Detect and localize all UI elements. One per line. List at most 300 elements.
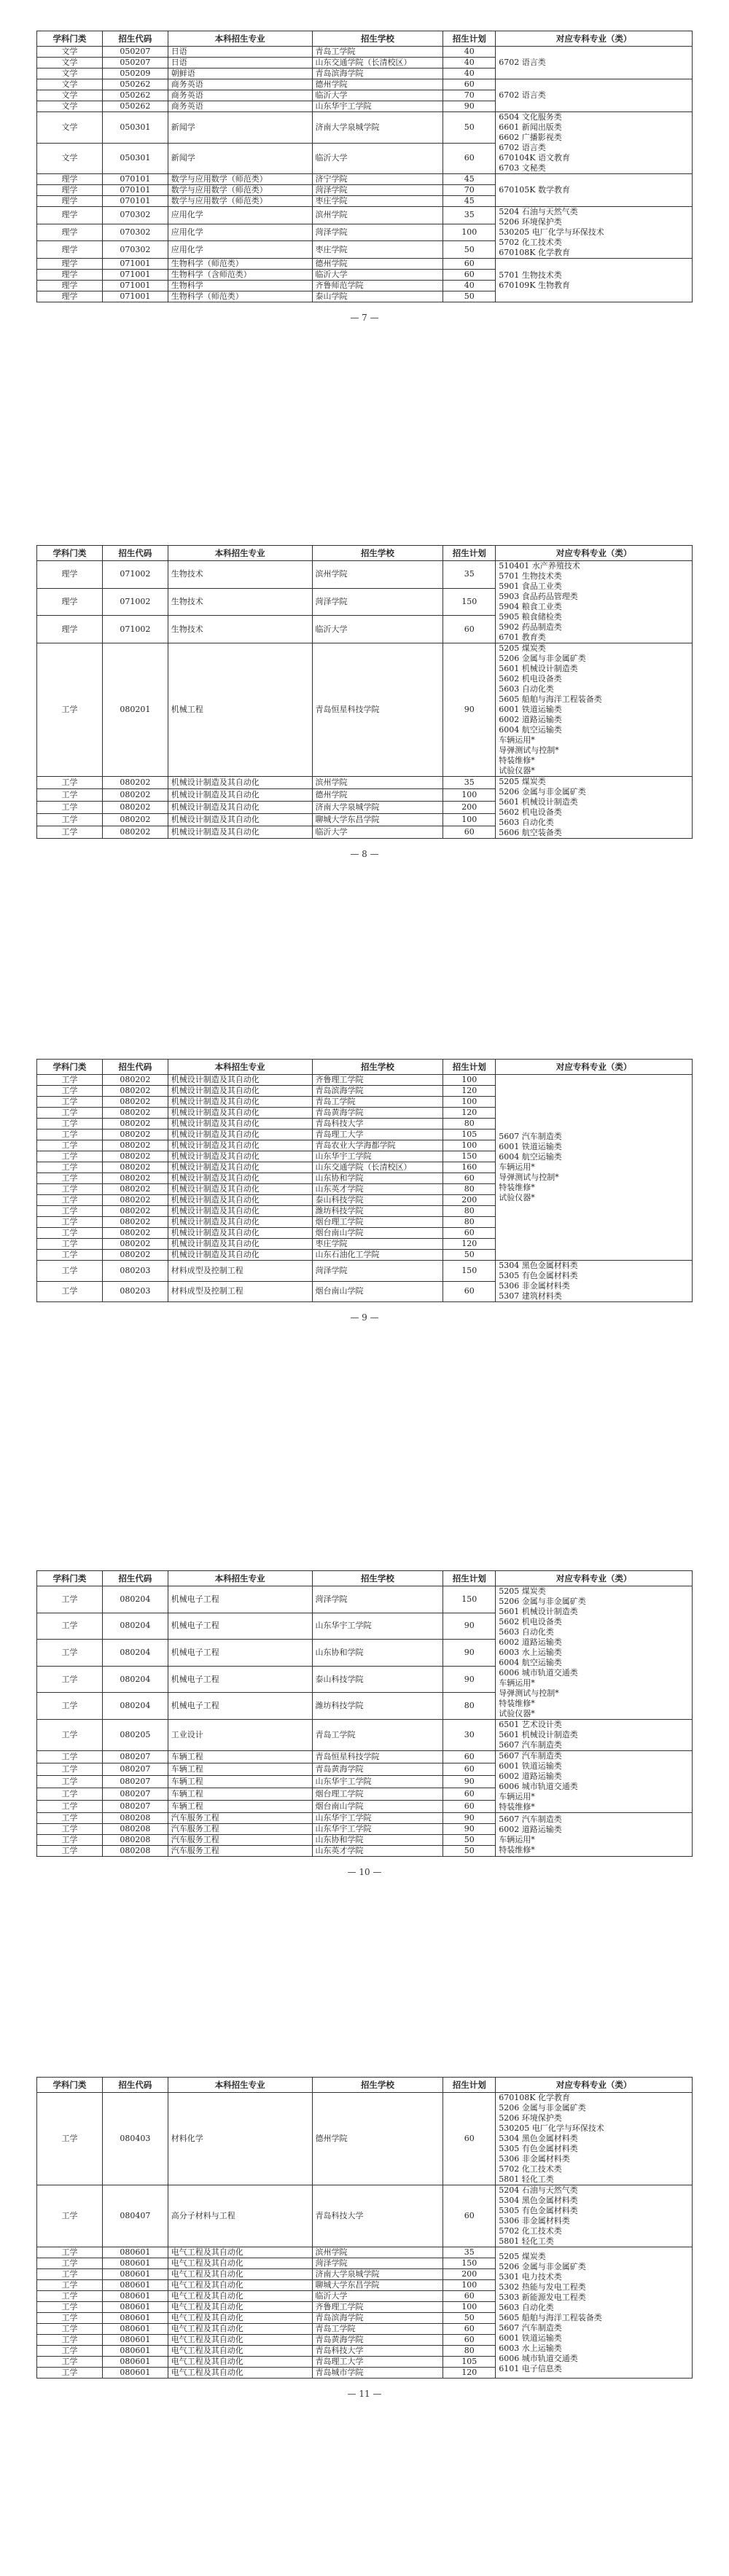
code-cell: 080207 xyxy=(102,1776,168,1788)
plan-cell: 30 xyxy=(443,1720,496,1751)
major-cell: 机械电子工程 xyxy=(168,1640,312,1667)
category-cell: 工学 xyxy=(37,2258,103,2269)
school-cell: 济南大学泉城学院 xyxy=(312,112,443,144)
category-cell: 工学 xyxy=(37,826,103,839)
plan-cell: 35 xyxy=(443,2247,496,2258)
major-cell: 机械设计制造及其自动化 xyxy=(168,802,312,814)
category-cell: 理学 xyxy=(37,588,103,616)
major-cell: 电气工程及其自动化 xyxy=(168,2280,312,2291)
column-header: 本科招生专业 xyxy=(168,1060,312,1075)
column-header: 招生代码 xyxy=(102,2078,168,2093)
school-cell: 枣庄学院 xyxy=(312,1239,443,1250)
category-cell: 工学 xyxy=(37,1720,103,1751)
category-cell: 工学 xyxy=(37,1140,103,1151)
category-cell: 工学 xyxy=(37,2302,103,2313)
major-cell: 电气工程及其自动化 xyxy=(168,2346,312,2357)
school-cell: 泰山学院 xyxy=(312,291,443,302)
column-header: 本科招生专业 xyxy=(168,546,312,561)
category-cell: 工学 xyxy=(37,1217,103,1228)
school-cell: 聊城大学东昌学院 xyxy=(312,814,443,826)
school-cell: 山东华宇工学院 xyxy=(312,1824,443,1835)
plan-cell: 40 xyxy=(443,68,496,79)
category-cell: 工学 xyxy=(37,1086,103,1097)
category-cell: 工学 xyxy=(37,1195,103,1206)
category-cell: 工学 xyxy=(37,2269,103,2280)
code-cell: 080202 xyxy=(102,814,168,826)
column-header: 招生学校 xyxy=(312,1571,443,1586)
code-cell: 071002 xyxy=(102,588,168,616)
major-cell: 电气工程及其自动化 xyxy=(168,2313,312,2324)
plan-cell: 80 xyxy=(443,1184,496,1195)
major-cell: 电气工程及其自动化 xyxy=(168,2291,312,2302)
category-cell: 工学 xyxy=(37,1206,103,1217)
plan-cell: 90 xyxy=(443,1666,496,1693)
column-header: 学科门类 xyxy=(37,1571,103,1586)
category-cell: 工学 xyxy=(37,777,103,789)
category-cell: 工学 xyxy=(37,1162,103,1173)
category-cell: 工学 xyxy=(37,1613,103,1640)
major-cell: 机械设计制造及其自动化 xyxy=(168,1206,312,1217)
school-cell: 青岛理工大学 xyxy=(312,1130,443,1140)
major-cell: 机械设计制造及其自动化 xyxy=(168,1250,312,1261)
school-cell: 青岛工学院 xyxy=(312,1720,443,1751)
page-number: — 7 — xyxy=(350,313,379,323)
table-row xyxy=(37,1751,693,1763)
code-cell: 050262 xyxy=(102,79,168,90)
major-cell: 汽车服务工程 xyxy=(168,1835,312,1846)
school-cell: 菏泽学院 xyxy=(312,224,443,241)
school-cell: 青岛科技大学 xyxy=(312,1119,443,1130)
code-cell: 050301 xyxy=(102,112,168,144)
category-cell: 工学 xyxy=(37,2291,103,2302)
school-cell: 德州学院 xyxy=(312,79,443,90)
category-cell: 工学 xyxy=(37,1250,103,1261)
major-cell: 机械设计制造及其自动化 xyxy=(168,1195,312,1206)
major-cell: 日语 xyxy=(168,47,312,58)
major-cell: 应用化学 xyxy=(168,207,312,224)
category-cell: 工学 xyxy=(37,802,103,814)
table-row xyxy=(37,2093,693,2185)
category-cell: 工学 xyxy=(37,1824,103,1835)
column-header: 本科招生专业 xyxy=(168,1571,312,1586)
category-cell: 工学 xyxy=(37,2324,103,2335)
school-cell: 潍坊科技学院 xyxy=(312,1206,443,1217)
code-cell: 080202 xyxy=(102,1151,168,1162)
table-row xyxy=(37,1813,693,1824)
table-row xyxy=(37,1586,693,1613)
code-cell: 080601 xyxy=(102,2335,168,2346)
major-cell: 车辆工程 xyxy=(168,1788,312,1801)
school-cell: 德州学院 xyxy=(312,2093,443,2185)
major-cell: 机械设计制造及其自动化 xyxy=(168,1130,312,1140)
column-header: 学科门类 xyxy=(37,2078,103,2093)
school-cell: 枣庄学院 xyxy=(312,196,443,207)
code-cell: 071002 xyxy=(102,561,168,589)
table-row xyxy=(37,112,693,144)
plan-cell: 60 xyxy=(443,1228,496,1239)
major-cell: 机械电子工程 xyxy=(168,1613,312,1640)
major-cell: 新闻学 xyxy=(168,112,312,144)
major-cell: 机械工程 xyxy=(168,643,312,777)
major-cell: 朝鲜语 xyxy=(168,68,312,79)
plan-cell: 200 xyxy=(443,2269,496,2280)
code-cell: 080202 xyxy=(102,789,168,802)
plan-cell: 40 xyxy=(443,58,496,68)
related-majors-cell: 670105K 数学教育 xyxy=(496,174,693,207)
column-header: 招生代码 xyxy=(102,546,168,561)
school-cell: 菏泽学院 xyxy=(312,2258,443,2269)
code-cell: 050207 xyxy=(102,58,168,68)
table-row xyxy=(37,643,693,777)
code-cell: 071001 xyxy=(102,281,168,291)
school-cell: 烟台南山学院 xyxy=(312,1281,443,1302)
category-cell: 工学 xyxy=(37,1801,103,1813)
category-cell: 工学 xyxy=(37,789,103,802)
school-cell: 德州学院 xyxy=(312,259,443,270)
plan-cell: 45 xyxy=(443,174,496,185)
table-row xyxy=(37,777,693,789)
table-row xyxy=(37,47,693,58)
plan-cell: 100 xyxy=(443,224,496,241)
plan-cell: 100 xyxy=(443,2302,496,2313)
school-cell: 烟台理工学院 xyxy=(312,1788,443,1801)
code-cell: 080202 xyxy=(102,1217,168,1228)
code-cell: 050262 xyxy=(102,101,168,112)
school-cell: 临沂大学 xyxy=(312,90,443,101)
major-cell: 商务英语 xyxy=(168,79,312,90)
plan-cell: 50 xyxy=(443,112,496,144)
major-cell: 机械设计制造及其自动化 xyxy=(168,1239,312,1250)
code-cell: 080403 xyxy=(102,2093,168,2185)
plan-cell: 50 xyxy=(443,1835,496,1846)
major-cell: 生物技术 xyxy=(168,616,312,643)
column-header: 招生计划 xyxy=(443,546,496,561)
category-cell: 工学 xyxy=(37,2093,103,2185)
major-cell: 电气工程及其自动化 xyxy=(168,2324,312,2335)
plan-cell: 100 xyxy=(443,2280,496,2291)
plan-cell: 150 xyxy=(443,588,496,616)
category-cell: 工学 xyxy=(37,1173,103,1184)
school-cell: 青岛工学院 xyxy=(312,2324,443,2335)
plan-cell: 90 xyxy=(443,1613,496,1640)
major-cell: 机械设计制造及其自动化 xyxy=(168,1086,312,1097)
code-cell: 080204 xyxy=(102,1693,168,1720)
major-cell: 机械设计制造及其自动化 xyxy=(168,1075,312,1086)
table-row xyxy=(37,1261,693,1282)
category-cell: 工学 xyxy=(37,1239,103,1250)
plan-cell: 40 xyxy=(443,47,496,58)
column-header: 招生计划 xyxy=(443,31,496,47)
column-header: 学科门类 xyxy=(37,1060,103,1075)
major-cell: 生物科学（师范类） xyxy=(168,291,312,302)
school-cell: 山东交通学院（长清校区） xyxy=(312,58,443,68)
school-cell: 菏泽学院 xyxy=(312,1586,443,1613)
code-cell: 070302 xyxy=(102,224,168,241)
code-cell: 080601 xyxy=(102,2346,168,2357)
plan-cell: 60 xyxy=(443,259,496,270)
school-cell: 青岛城市学院 xyxy=(312,2368,443,2379)
major-cell: 机械设计制造及其自动化 xyxy=(168,826,312,839)
major-cell: 日语 xyxy=(168,58,312,68)
school-cell: 临沂大学 xyxy=(312,143,443,174)
school-cell: 青岛工学院 xyxy=(312,1097,443,1108)
major-cell: 生物科学（师范类） xyxy=(168,259,312,270)
category-cell: 工学 xyxy=(37,2357,103,2368)
category-cell: 工学 xyxy=(37,1693,103,1720)
category-cell: 工学 xyxy=(37,1075,103,1086)
plan-cell: 90 xyxy=(443,1640,496,1667)
code-cell: 080601 xyxy=(102,2368,168,2379)
plan-cell: 80 xyxy=(443,1693,496,1720)
school-cell: 青岛黄海学院 xyxy=(312,2335,443,2346)
school-cell: 青岛理工大学 xyxy=(312,2357,443,2368)
major-cell: 机械设计制造及其自动化 xyxy=(168,1217,312,1228)
major-cell: 机械电子工程 xyxy=(168,1693,312,1720)
plan-cell: 60 xyxy=(443,270,496,281)
page-number: — 11 — xyxy=(347,2389,382,2399)
major-cell: 生物科学（含师范类） xyxy=(168,270,312,281)
plan-cell: 60 xyxy=(443,2291,496,2302)
code-cell: 080208 xyxy=(102,1835,168,1846)
code-cell: 080207 xyxy=(102,1788,168,1801)
category-cell: 工学 xyxy=(37,1586,103,1613)
school-cell: 菏泽学院 xyxy=(312,588,443,616)
major-cell: 商务英语 xyxy=(168,101,312,112)
code-cell: 080202 xyxy=(102,777,168,789)
plan-cell: 60 xyxy=(443,1173,496,1184)
school-cell: 滨州学院 xyxy=(312,2247,443,2258)
major-cell: 数学与应用数学（师范类） xyxy=(168,174,312,185)
table-row xyxy=(37,259,693,270)
column-header: 学科门类 xyxy=(37,546,103,561)
category-cell: 工学 xyxy=(37,1640,103,1667)
school-cell: 临沂大学 xyxy=(312,2291,443,2302)
major-cell: 机械设计制造及其自动化 xyxy=(168,1173,312,1184)
column-header: 招生代码 xyxy=(102,1571,168,1586)
code-cell: 071002 xyxy=(102,616,168,643)
column-header: 招生计划 xyxy=(443,1060,496,1075)
major-cell: 应用化学 xyxy=(168,224,312,241)
code-cell: 080204 xyxy=(102,1613,168,1640)
program-table xyxy=(36,545,693,839)
school-cell: 齐鲁师范学院 xyxy=(312,281,443,291)
major-cell: 机械设计制造及其自动化 xyxy=(168,777,312,789)
plan-cell: 60 xyxy=(443,1281,496,1302)
plan-cell: 100 xyxy=(443,789,496,802)
category-cell: 工学 xyxy=(37,2247,103,2258)
school-cell: 泰山科技学院 xyxy=(312,1195,443,1206)
related-majors-cell: 5205 煤炭类 5206 金属与非金属矿类 5601 机械设计制造类 5602 机电设备类 5603 自动化类 5605 船舶与海洋工程装备类 6001 铁道运输类 6002 道路运输类 6004 航空运输类 车辆运用* 导弹测试与控制* 特装维修* 试验仪器* xyxy=(496,643,693,777)
code-cell: 050207 xyxy=(102,47,168,58)
school-cell: 济南大学泉城学院 xyxy=(312,802,443,814)
major-cell: 车辆工程 xyxy=(168,1763,312,1776)
major-cell: 机械设计制造及其自动化 xyxy=(168,1119,312,1130)
major-cell: 生物科学 xyxy=(168,281,312,291)
major-cell: 应用化学 xyxy=(168,241,312,259)
category-cell: 工学 xyxy=(37,1846,103,1857)
category-cell: 工学 xyxy=(37,1119,103,1130)
code-cell: 080202 xyxy=(102,1140,168,1151)
plan-cell: 160 xyxy=(443,1162,496,1173)
page-number: — 8 — xyxy=(350,849,379,859)
category-cell: 文学 xyxy=(37,90,103,101)
code-cell: 080202 xyxy=(102,1239,168,1250)
code-cell: 080202 xyxy=(102,1195,168,1206)
column-header: 本科招生专业 xyxy=(168,31,312,47)
category-cell: 工学 xyxy=(37,1108,103,1119)
code-cell: 080202 xyxy=(102,802,168,814)
code-cell: 080202 xyxy=(102,1119,168,1130)
table-row xyxy=(37,1720,693,1751)
plan-cell: 90 xyxy=(443,101,496,112)
code-cell: 080601 xyxy=(102,2324,168,2335)
plan-cell: 80 xyxy=(443,1119,496,1130)
code-cell: 070302 xyxy=(102,241,168,259)
plan-cell: 90 xyxy=(443,1824,496,1835)
major-cell: 汽车服务工程 xyxy=(168,1846,312,1857)
major-cell: 数学与应用数学（师范类） xyxy=(168,185,312,196)
category-cell: 文学 xyxy=(37,58,103,68)
plan-cell: 60 xyxy=(443,79,496,90)
related-majors-cell: 5701 生物技术类 670109K 生物教育 xyxy=(496,259,693,302)
plan-cell: 60 xyxy=(443,826,496,839)
code-cell: 080207 xyxy=(102,1751,168,1763)
major-cell: 汽车服务工程 xyxy=(168,1813,312,1824)
plan-cell: 60 xyxy=(443,1763,496,1776)
major-cell: 机械设计制造及其自动化 xyxy=(168,1097,312,1108)
major-cell: 生物技术 xyxy=(168,588,312,616)
page-number: — 10 — xyxy=(347,1867,382,1877)
plan-cell: 50 xyxy=(443,2313,496,2324)
code-cell: 050301 xyxy=(102,143,168,174)
plan-cell: 150 xyxy=(443,1261,496,1282)
plan-cell: 100 xyxy=(443,1140,496,1151)
related-majors-cell: 6501 艺术设计类 5601 机械设计制造类 5607 汽车制造类 xyxy=(496,1720,693,1751)
major-cell: 电气工程及其自动化 xyxy=(168,2302,312,2313)
related-majors-cell: 6702 语言类 xyxy=(496,79,693,112)
category-cell: 理学 xyxy=(37,259,103,270)
school-cell: 临沂大学 xyxy=(312,826,443,839)
column-header: 对应专科专业（类） xyxy=(496,2078,693,2093)
school-cell: 山东华宇工学院 xyxy=(312,1776,443,1788)
plan-cell: 100 xyxy=(443,1097,496,1108)
plan-cell: 200 xyxy=(443,1195,496,1206)
plan-cell: 40 xyxy=(443,281,496,291)
plan-cell: 60 xyxy=(443,1801,496,1813)
plan-cell: 105 xyxy=(443,2357,496,2368)
code-cell: 080204 xyxy=(102,1640,168,1667)
code-cell: 080204 xyxy=(102,1586,168,1613)
category-cell: 工学 xyxy=(37,1228,103,1239)
school-cell: 山东石油化工学院 xyxy=(312,1250,443,1261)
code-cell: 080202 xyxy=(102,1250,168,1261)
plan-cell: 35 xyxy=(443,561,496,589)
school-cell: 临沂大学 xyxy=(312,616,443,643)
school-cell: 青岛科技大学 xyxy=(312,2185,443,2247)
plan-cell: 60 xyxy=(443,2185,496,2247)
code-cell: 050262 xyxy=(102,90,168,101)
school-cell: 菏泽学院 xyxy=(312,185,443,196)
school-cell: 山东协和学院 xyxy=(312,1173,443,1184)
school-cell: 青岛工学院 xyxy=(312,47,443,58)
category-cell: 工学 xyxy=(37,1261,103,1282)
code-cell: 050209 xyxy=(102,68,168,79)
school-cell: 山东华宇工学院 xyxy=(312,1151,443,1162)
major-cell: 商务英语 xyxy=(168,90,312,101)
major-cell: 材料化学 xyxy=(168,2093,312,2185)
code-cell: 070101 xyxy=(102,196,168,207)
school-cell: 青岛黄海学院 xyxy=(312,1108,443,1119)
column-header: 招生学校 xyxy=(312,31,443,47)
plan-cell: 60 xyxy=(443,616,496,643)
school-cell: 青岛科技大学 xyxy=(312,2346,443,2357)
related-majors-cell: 5304 黑色金属材料类 5305 有色金属材料类 5306 非金属材料类 5307 建筑材料类 xyxy=(496,1261,693,1302)
major-cell: 材料成型及控制工程 xyxy=(168,1281,312,1302)
column-header: 对应专科专业（类） xyxy=(496,546,693,561)
category-cell: 工学 xyxy=(37,643,103,777)
related-majors-cell: 5607 汽车制造类 6002 道路运输类 车辆运用* 特装维修* xyxy=(496,1813,693,1857)
major-cell: 机械电子工程 xyxy=(168,1586,312,1613)
code-cell: 080202 xyxy=(102,1162,168,1173)
code-cell: 071001 xyxy=(102,259,168,270)
table-row xyxy=(37,2247,693,2258)
category-cell: 工学 xyxy=(37,2346,103,2357)
school-cell: 山东交通学院（长清校区） xyxy=(312,1162,443,1173)
school-cell: 青岛滨海学院 xyxy=(312,68,443,79)
code-cell: 080204 xyxy=(102,1666,168,1693)
school-cell: 济南大学泉城学院 xyxy=(312,2269,443,2280)
plan-cell: 80 xyxy=(443,2346,496,2357)
category-cell: 文学 xyxy=(37,79,103,90)
school-cell: 齐鲁理工学院 xyxy=(312,1075,443,1086)
school-cell: 烟台南山学院 xyxy=(312,1228,443,1239)
column-header: 招生学校 xyxy=(312,1060,443,1075)
school-cell: 山东协和学院 xyxy=(312,1835,443,1846)
code-cell: 080601 xyxy=(102,2313,168,2324)
column-header: 招生计划 xyxy=(443,2078,496,2093)
category-cell: 理学 xyxy=(37,281,103,291)
school-cell: 聊城大学东昌学院 xyxy=(312,2280,443,2291)
related-majors-cell: 6702 语言类 xyxy=(496,47,693,79)
major-cell: 机械设计制造及其自动化 xyxy=(168,1228,312,1239)
school-cell: 滨州学院 xyxy=(312,207,443,224)
related-majors-cell: 6504 文化服务类 6601 新闻出版类 6602 广播影视类 6702 语言类 670104K 语文教育 6703 文秘类 xyxy=(496,112,693,174)
code-cell: 080202 xyxy=(102,1086,168,1097)
plan-cell: 120 xyxy=(443,2368,496,2379)
column-header: 招生代码 xyxy=(102,1060,168,1075)
plan-cell: 120 xyxy=(443,1108,496,1119)
plan-cell: 50 xyxy=(443,291,496,302)
category-cell: 工学 xyxy=(37,1281,103,1302)
plan-cell: 60 xyxy=(443,2324,496,2335)
major-cell: 新闻学 xyxy=(168,143,312,174)
plan-cell: 90 xyxy=(443,1813,496,1824)
category-cell: 文学 xyxy=(37,47,103,58)
code-cell: 070101 xyxy=(102,185,168,196)
page-number: — 9 — xyxy=(350,1312,379,1323)
related-majors-cell: 5204 石油与天然气类 5304 黑色金属材料类 5305 有色金属材料类 5306 非金属材料类 5702 化工技术类 5801 轻化工类 xyxy=(496,2185,693,2247)
major-cell: 高分子材料与工程 xyxy=(168,2185,312,2247)
school-cell: 山东英才学院 xyxy=(312,1184,443,1195)
plan-cell: 70 xyxy=(443,90,496,101)
program-table xyxy=(36,1570,693,1857)
code-cell: 080601 xyxy=(102,2258,168,2269)
major-cell: 机械电子工程 xyxy=(168,1666,312,1693)
plan-cell: 150 xyxy=(443,1151,496,1162)
school-cell: 山东协和学院 xyxy=(312,1640,443,1667)
table-row xyxy=(37,1075,693,1086)
category-cell: 工学 xyxy=(37,1151,103,1162)
